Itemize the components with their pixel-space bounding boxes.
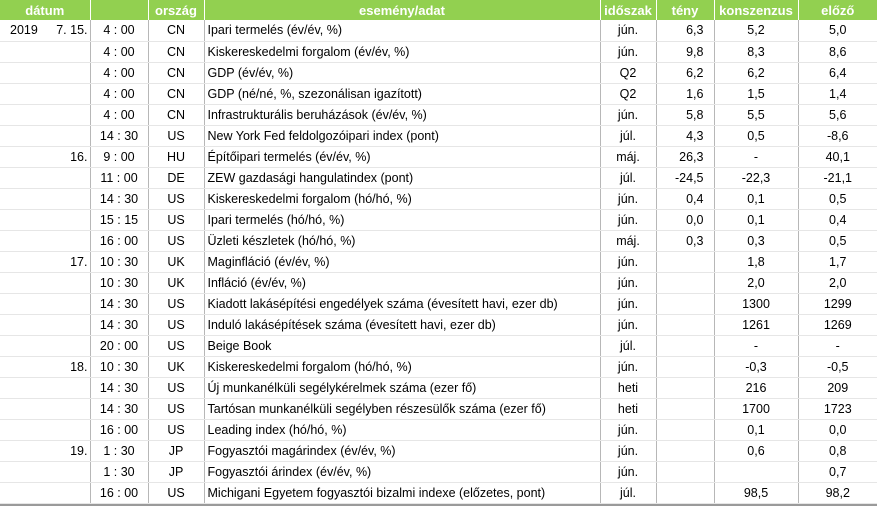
- cell-period: júl.: [600, 167, 656, 188]
- cell-previous: 1299: [798, 293, 877, 314]
- table-row: [0, 398, 877, 419]
- cell-previous: 1,7: [798, 251, 877, 272]
- cell-country: CN: [148, 83, 204, 104]
- cell-year: [0, 335, 42, 356]
- cell-time: 10 : 30: [90, 272, 148, 293]
- cell-previous: 0,5: [798, 188, 877, 209]
- cell-month-day: [42, 377, 90, 398]
- cell-month-day: 7. 15.: [42, 20, 90, 41]
- cell-consensus: 0,1: [714, 419, 798, 440]
- cell-time: 4 : 00: [90, 41, 148, 62]
- table-body: [0, 20, 877, 503]
- cell-consensus: -22,3: [714, 167, 798, 188]
- cell-actual: [656, 272, 714, 293]
- cell-consensus: 98,5: [714, 482, 798, 503]
- table-row: [0, 272, 877, 293]
- cell-event: GDP (né/né, %, szezonálisan igazított): [204, 83, 600, 104]
- cell-previous: -0,5: [798, 356, 877, 377]
- cell-time: 16 : 00: [90, 419, 148, 440]
- table-row: [0, 62, 877, 83]
- cell-period: jún.: [600, 188, 656, 209]
- cell-previous: 8,6: [798, 41, 877, 62]
- cell-actual: [656, 293, 714, 314]
- cell-event: Kiskereskedelmi forgalom (év/év, %): [204, 41, 600, 62]
- cell-period: jún.: [600, 104, 656, 125]
- cell-year: [0, 419, 42, 440]
- cell-consensus: [714, 461, 798, 482]
- cell-consensus: 1300: [714, 293, 798, 314]
- cell-time: 1 : 30: [90, 440, 148, 461]
- cell-month-day: [42, 62, 90, 83]
- cell-previous: 209: [798, 377, 877, 398]
- cell-month-day: [42, 335, 90, 356]
- cell-time: 20 : 00: [90, 335, 148, 356]
- cell-actual: [656, 398, 714, 419]
- cell-period: jún.: [600, 356, 656, 377]
- cell-event: Építőipari termelés (év/év, %): [204, 146, 600, 167]
- cell-previous: 2,0: [798, 272, 877, 293]
- cell-period: máj.: [600, 230, 656, 251]
- cell-time: 14 : 30: [90, 188, 148, 209]
- cell-time: 11 : 00: [90, 167, 148, 188]
- cell-event: Beige Book: [204, 335, 600, 356]
- cell-period: jún.: [600, 20, 656, 41]
- cell-time: 4 : 00: [90, 62, 148, 83]
- cell-period: jún.: [600, 209, 656, 230]
- cell-event: Maginfláció (év/év, %): [204, 251, 600, 272]
- cell-period: Q2: [600, 62, 656, 83]
- cell-consensus: 0,6: [714, 440, 798, 461]
- table-row: [0, 251, 877, 272]
- cell-consensus: 8,3: [714, 41, 798, 62]
- cell-time: 14 : 30: [90, 293, 148, 314]
- cell-time: 14 : 30: [90, 125, 148, 146]
- cell-event: Michigani Egyetem fogyasztói bizalmi indexe (előzetes, pont): [204, 482, 600, 503]
- cell-period: júl.: [600, 125, 656, 146]
- cell-country: US: [148, 398, 204, 419]
- cell-previous: 6,4: [798, 62, 877, 83]
- table-row: [0, 377, 877, 398]
- cell-year: [0, 146, 42, 167]
- cell-time: 4 : 00: [90, 104, 148, 125]
- cell-month-day: [42, 188, 90, 209]
- cell-month-day: [42, 41, 90, 62]
- header-consensus: konszenzus: [714, 0, 798, 20]
- cell-time: 14 : 30: [90, 377, 148, 398]
- cell-year: [0, 440, 42, 461]
- table-row: [0, 188, 877, 209]
- cell-previous: 0,4: [798, 209, 877, 230]
- cell-consensus: 1261: [714, 314, 798, 335]
- cell-country: UK: [148, 356, 204, 377]
- cell-actual: [656, 251, 714, 272]
- table-header: [0, 0, 877, 20]
- cell-actual: 5,8: [656, 104, 714, 125]
- header-time: [90, 0, 148, 20]
- cell-period: jún.: [600, 41, 656, 62]
- cell-event: Új munkanélküli segélykérelmek száma (ezer fő): [204, 377, 600, 398]
- cell-country: HU: [148, 146, 204, 167]
- cell-year: [0, 62, 42, 83]
- table-row: [0, 83, 877, 104]
- table-row: [0, 146, 877, 167]
- cell-period: júl.: [600, 335, 656, 356]
- cell-actual: 0,0: [656, 209, 714, 230]
- cell-month-day: [42, 461, 90, 482]
- cell-previous: 5,6: [798, 104, 877, 125]
- cell-time: 14 : 30: [90, 314, 148, 335]
- cell-year: [0, 293, 42, 314]
- cell-time: 9 : 00: [90, 146, 148, 167]
- header-event: esemény/adat: [204, 0, 600, 20]
- cell-period: júl.: [600, 482, 656, 503]
- cell-previous: 0,5: [798, 230, 877, 251]
- cell-month-day: 17.: [42, 251, 90, 272]
- cell-consensus: 1,5: [714, 83, 798, 104]
- cell-time: 10 : 30: [90, 251, 148, 272]
- cell-actual: [656, 440, 714, 461]
- cell-previous: 0,8: [798, 440, 877, 461]
- cell-month-day: [42, 104, 90, 125]
- cell-year: [0, 251, 42, 272]
- table-row: [0, 461, 877, 482]
- header-actual: tény: [656, 0, 714, 20]
- cell-actual: [656, 314, 714, 335]
- cell-previous: 40,1: [798, 146, 877, 167]
- cell-country: US: [148, 293, 204, 314]
- cell-time: 1 : 30: [90, 461, 148, 482]
- cell-country: US: [148, 188, 204, 209]
- cell-actual: [656, 335, 714, 356]
- cell-year: [0, 356, 42, 377]
- cell-country: JP: [148, 440, 204, 461]
- cell-year: [0, 314, 42, 335]
- cell-previous: 1723: [798, 398, 877, 419]
- cell-event: ZEW gazdasági hangulatindex (pont): [204, 167, 600, 188]
- cell-time: 10 : 30: [90, 356, 148, 377]
- cell-consensus: 5,2: [714, 20, 798, 41]
- cell-period: heti: [600, 377, 656, 398]
- cell-period: jún.: [600, 461, 656, 482]
- table-row: [0, 230, 877, 251]
- cell-country: US: [148, 377, 204, 398]
- cell-month-day: [42, 398, 90, 419]
- cell-previous: -21,1: [798, 167, 877, 188]
- cell-consensus: -: [714, 335, 798, 356]
- cell-month-day: [42, 272, 90, 293]
- cell-year: [0, 230, 42, 251]
- cell-event: GDP (év/év, %): [204, 62, 600, 83]
- cell-actual: [656, 419, 714, 440]
- cell-time: 14 : 30: [90, 398, 148, 419]
- cell-month-day: 16.: [42, 146, 90, 167]
- cell-month-day: [42, 419, 90, 440]
- cell-year: [0, 377, 42, 398]
- cell-month-day: [42, 230, 90, 251]
- table-row: [0, 314, 877, 335]
- table-row: [0, 293, 877, 314]
- cell-consensus: 0,5: [714, 125, 798, 146]
- header-period: időszak: [600, 0, 656, 20]
- cell-event: New York Fed feldolgozóipari index (pont): [204, 125, 600, 146]
- cell-country: DE: [148, 167, 204, 188]
- cell-actual: 6,3: [656, 20, 714, 41]
- cell-actual: 1,6: [656, 83, 714, 104]
- cell-country: US: [148, 482, 204, 503]
- cell-previous: -: [798, 335, 877, 356]
- cell-previous: 1269: [798, 314, 877, 335]
- cell-actual: 26,3: [656, 146, 714, 167]
- table-row: [0, 356, 877, 377]
- cell-time: 16 : 00: [90, 482, 148, 503]
- cell-country: CN: [148, 104, 204, 125]
- cell-time: 16 : 00: [90, 230, 148, 251]
- cell-year: [0, 272, 42, 293]
- cell-month-day: [42, 83, 90, 104]
- cell-actual: 0,3: [656, 230, 714, 251]
- cell-year: [0, 125, 42, 146]
- cell-event: Fogyasztói árindex (év/év, %): [204, 461, 600, 482]
- cell-consensus: 2,0: [714, 272, 798, 293]
- cell-year: [0, 209, 42, 230]
- cell-consensus: 5,5: [714, 104, 798, 125]
- cell-event: Induló lakásépítések száma (évesített havi, ezer db): [204, 314, 600, 335]
- cell-period: jún.: [600, 440, 656, 461]
- cell-consensus: -: [714, 146, 798, 167]
- cell-period: heti: [600, 398, 656, 419]
- table-row: [0, 335, 877, 356]
- cell-period: jún.: [600, 314, 656, 335]
- cell-month-day: 19.: [42, 440, 90, 461]
- cell-country: CN: [148, 41, 204, 62]
- cell-year: [0, 83, 42, 104]
- header-date: dátum: [0, 0, 90, 20]
- cell-month-day: [42, 314, 90, 335]
- cell-event: Kiskereskedelmi forgalom (hó/hó, %): [204, 188, 600, 209]
- cell-event: Kiadott lakásépítési engedélyek száma (évesített havi, ezer db): [204, 293, 600, 314]
- cell-consensus: 216: [714, 377, 798, 398]
- cell-event: Kiskereskedelmi forgalom (hó/hó, %): [204, 356, 600, 377]
- cell-consensus: 0,1: [714, 188, 798, 209]
- cell-actual: [656, 356, 714, 377]
- cell-time: 4 : 00: [90, 20, 148, 41]
- table-row: [0, 104, 877, 125]
- cell-actual: 4,3: [656, 125, 714, 146]
- table-row: [0, 482, 877, 503]
- cell-country: US: [148, 230, 204, 251]
- cell-month-day: [42, 293, 90, 314]
- cell-month-day: 18.: [42, 356, 90, 377]
- cell-event: Leading index (hó/hó, %): [204, 419, 600, 440]
- cell-country: UK: [148, 272, 204, 293]
- cell-previous: 1,4: [798, 83, 877, 104]
- table-row: [0, 440, 877, 461]
- cell-country: US: [148, 125, 204, 146]
- cell-previous: 0,7: [798, 461, 877, 482]
- cell-consensus: 6,2: [714, 62, 798, 83]
- cell-actual: [656, 461, 714, 482]
- cell-year: [0, 41, 42, 62]
- cell-consensus: -0,3: [714, 356, 798, 377]
- cell-event: Infláció (év/év, %): [204, 272, 600, 293]
- cell-country: UK: [148, 251, 204, 272]
- cell-month-day: [42, 167, 90, 188]
- cell-event: Ipari termelés (hó/hó, %): [204, 209, 600, 230]
- table-row: [0, 41, 877, 62]
- table-row: [0, 20, 877, 41]
- cell-consensus: 1,8: [714, 251, 798, 272]
- cell-event: Ipari termelés (év/év, %): [204, 20, 600, 41]
- cell-country: US: [148, 419, 204, 440]
- cell-country: CN: [148, 62, 204, 83]
- cell-month-day: [42, 209, 90, 230]
- table-row: [0, 419, 877, 440]
- cell-consensus: 0,1: [714, 209, 798, 230]
- cell-actual: -24,5: [656, 167, 714, 188]
- cell-country: US: [148, 335, 204, 356]
- cell-year: [0, 398, 42, 419]
- cell-previous: 5,0: [798, 20, 877, 41]
- cell-country: CN: [148, 20, 204, 41]
- cell-period: Q2: [600, 83, 656, 104]
- cell-previous: 0,0: [798, 419, 877, 440]
- cell-consensus: 0,3: [714, 230, 798, 251]
- cell-year: [0, 461, 42, 482]
- cell-year: [0, 188, 42, 209]
- cell-actual: 6,2: [656, 62, 714, 83]
- header-country: ország: [148, 0, 204, 20]
- cell-event: Fogyasztói magárindex (év/év, %): [204, 440, 600, 461]
- cell-actual: [656, 377, 714, 398]
- table-row: [0, 209, 877, 230]
- cell-previous: 98,2: [798, 482, 877, 503]
- cell-year: [0, 167, 42, 188]
- table-row: [0, 167, 877, 188]
- header-previous: előző: [798, 0, 877, 20]
- cell-actual: 0,4: [656, 188, 714, 209]
- cell-period: jún.: [600, 419, 656, 440]
- cell-event: Tartósan munkanélküli segélyben részesülők száma (ezer fő): [204, 398, 600, 419]
- cell-country: US: [148, 209, 204, 230]
- cell-period: jún.: [600, 251, 656, 272]
- cell-consensus: 1700: [714, 398, 798, 419]
- cell-month-day: [42, 482, 90, 503]
- cell-time: 15 : 15: [90, 209, 148, 230]
- cell-period: jún.: [600, 293, 656, 314]
- cell-month-day: [42, 125, 90, 146]
- cell-country: JP: [148, 461, 204, 482]
- cell-actual: 9,8: [656, 41, 714, 62]
- cell-period: jún.: [600, 272, 656, 293]
- cell-event: Infrastrukturális beruházások (év/év, %): [204, 104, 600, 125]
- cell-country: US: [148, 314, 204, 335]
- cell-year: [0, 482, 42, 503]
- table-row: [0, 125, 877, 146]
- cell-previous: -8,6: [798, 125, 877, 146]
- cell-year: [0, 104, 42, 125]
- cell-period: máj.: [600, 146, 656, 167]
- cell-year: 2019: [0, 20, 42, 41]
- cell-actual: [656, 482, 714, 503]
- cell-event: Üzleti készletek (hó/hó, %): [204, 230, 600, 251]
- cell-time: 4 : 00: [90, 83, 148, 104]
